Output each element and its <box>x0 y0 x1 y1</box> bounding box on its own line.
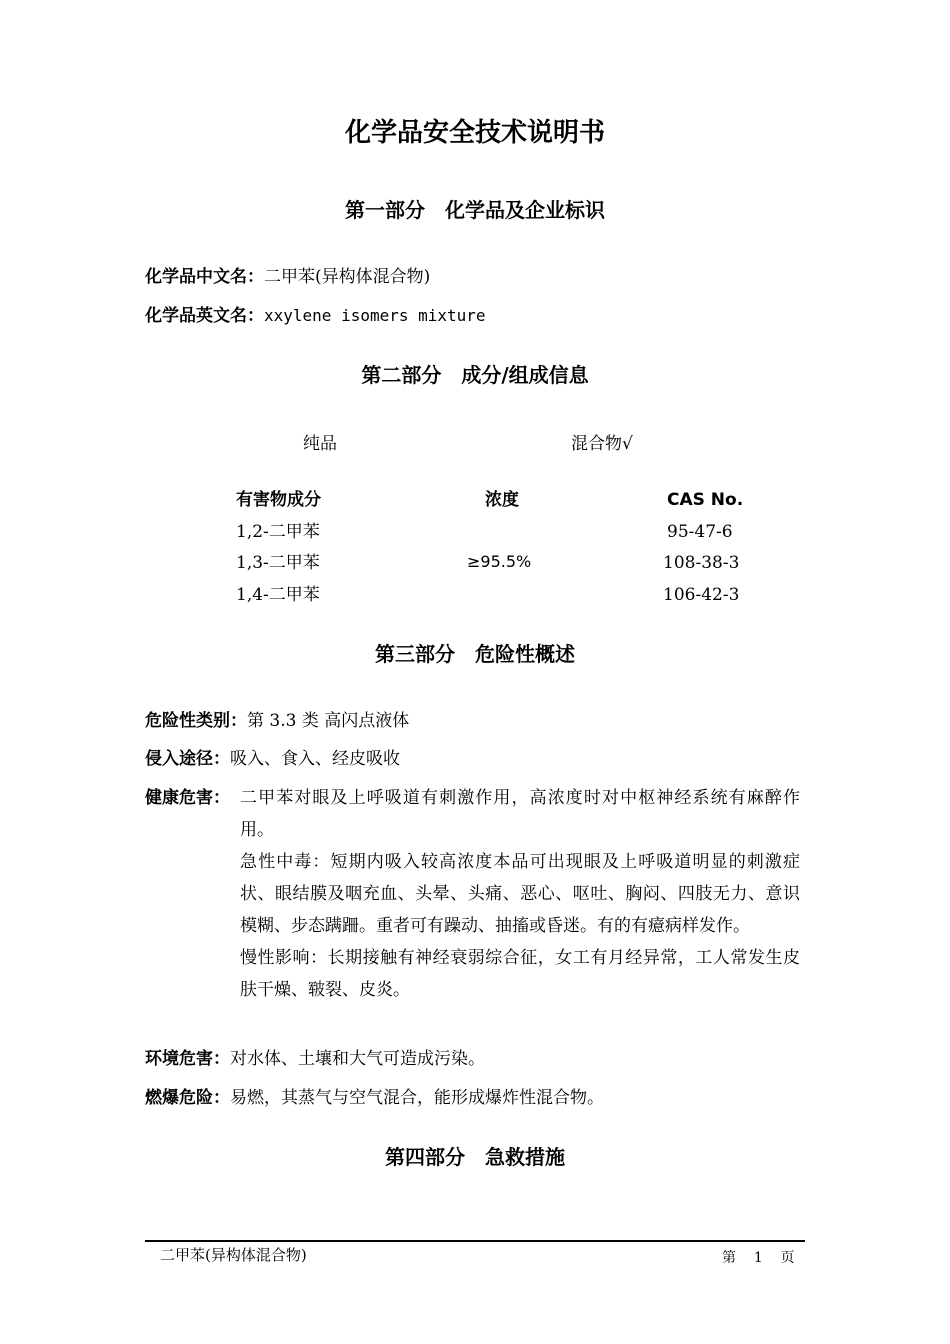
section3-heading: 第三部分 危险性概述 <box>375 642 575 666</box>
route-value: 吸入、食入、经皮吸收 <box>230 749 400 769</box>
concentration-value: ≥95.5% <box>467 552 532 571</box>
cn-name-value: 二甲苯(异构体混合物) <box>264 267 431 287</box>
footer-page-number <box>722 1247 795 1267</box>
hazard-class-label: 危险性类别： <box>145 711 247 731</box>
pure-label: 纯品 <box>303 434 337 454</box>
cn-name-line <box>145 261 805 293</box>
en-name-line <box>145 300 805 332</box>
component-row-1: 1,2-二甲苯 <box>236 522 320 542</box>
env-label: 环境危害： <box>145 1049 230 1069</box>
cas-row-2: 108-38-3 <box>663 553 740 573</box>
section4-heading: 第四部分 急救措施 <box>385 1145 565 1169</box>
cn-name-label: 化学品中文名： <box>145 267 264 287</box>
concentration-header: 浓度 <box>485 490 519 510</box>
en-name-value: xxylene isomers mixture <box>264 306 486 325</box>
fire-value: 易燃，其蒸气与空气混合，能形成爆炸性混合物。 <box>230 1088 604 1108</box>
cas-row-1: 95-47-6 <box>667 522 733 542</box>
footer-document-name: 二甲苯(异构体混合物) <box>160 1246 307 1264</box>
footer-rule <box>145 1240 805 1242</box>
acute-poisoning-paragraph: 急性中毒：短期内吸入较高浓度本品可出现眼及上呼吸道明显的刺激症状、眼结膜及咽充血、头晕、头痛、恶心、呕吐、胸闷、四肢无力、意识模糊、步态蹒跚。重者可有躁动、抽搐或昏迷。有的有癔病样发作。 <box>240 852 800 936</box>
component-row-2: 1,3-二甲苯 <box>236 553 320 573</box>
chronic-effects-paragraph: 慢性影响：长期接触有神经衰弱综合征，女工有月经异常，工人常发生皮肤干燥、皲裂、皮炎。 <box>240 948 800 1000</box>
cas-row-3: 106-42-3 <box>663 585 740 605</box>
env-hazard-line <box>145 1043 805 1075</box>
fire-hazard-line <box>145 1082 805 1114</box>
page-prefix: 第 <box>722 1250 736 1266</box>
mixture-label: 混合物√ <box>571 434 633 454</box>
health-paragraph: 二甲苯对眼及上呼吸道有刺激作用，高浓度时对中枢神经系统有麻醉作用。 <box>240 788 800 840</box>
fire-label: 燃爆危险： <box>145 1088 230 1108</box>
page-number: 1 <box>753 1250 763 1266</box>
env-value: 对水体、土壤和大气可造成污染。 <box>230 1049 485 1069</box>
component-row-3: 1,4-二甲苯 <box>236 585 320 605</box>
hazard-class-line <box>145 705 805 737</box>
page-suffix: 页 <box>780 1250 795 1266</box>
en-name-label: 化学品英文名： <box>145 306 264 326</box>
component-header: 有害物成分 <box>236 490 321 510</box>
health-label: 健康危害： <box>145 788 230 808</box>
document-title: 化学品安全技术说明书 <box>344 118 605 148</box>
section1-heading: 第一部分 化学品及企业标识 <box>345 198 605 222</box>
hazard-class-value: 第 3.3 类 高闪点液体 <box>247 711 410 731</box>
cas-header: CAS No. <box>667 490 744 510</box>
section2-heading: 第二部分 成分/组成信息 <box>361 363 589 387</box>
route-label: 侵入途径： <box>145 749 230 769</box>
health-body <box>240 782 800 1006</box>
route-line <box>145 743 805 775</box>
